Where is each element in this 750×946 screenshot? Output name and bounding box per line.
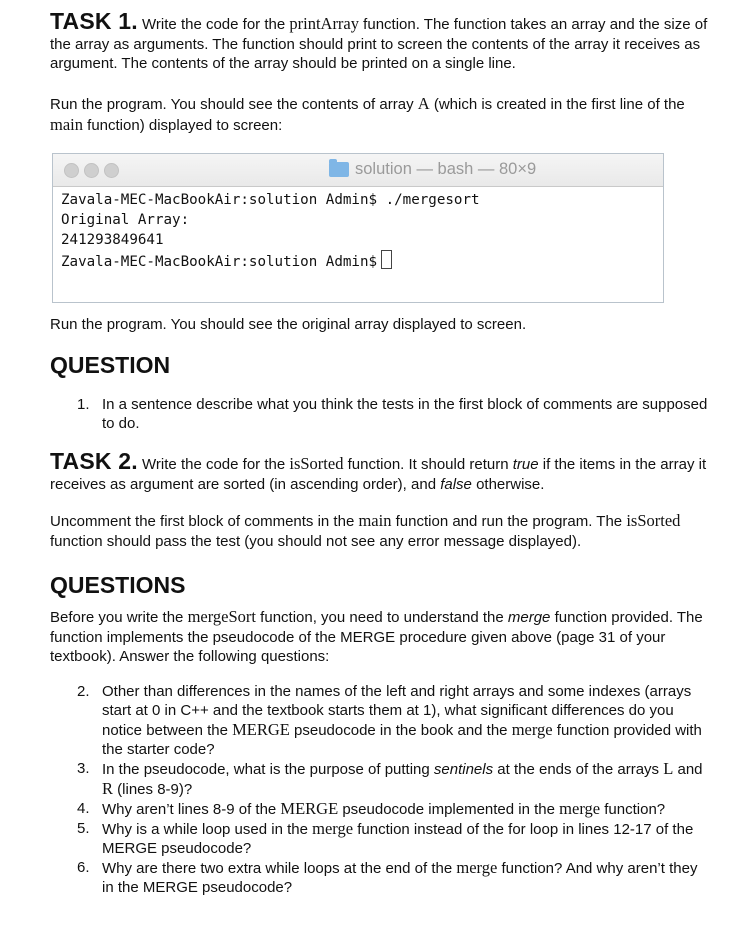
code-R: R [102,779,114,798]
task1-paragraph: TASK 1. Write the code for the printArray function. The function takes an array and the size of the array as arguments. The function should print to screen the contents of the array it receives as argument. The contents of the array should be printed on a single line. [50,8,708,72]
question-list-1 [50,395,710,433]
code-main: main [358,511,392,530]
folder-icon [329,162,349,177]
code-A: A [417,94,430,113]
terminal-line: 241293849641 [61,231,164,248]
code-isSorted: isSorted [626,511,681,530]
question-item-6: 6. Why are there two extra while loops at the end of the merge function? And why aren’t they in the MERGE pseudocode? [77,858,698,896]
terminal-line: Original Array: [61,211,190,228]
em-sentinels: sentinels [433,761,494,778]
question-item-2: 2. Other than differences in the names of the left and right arrays and some indexes (arrays start at 0 in C++ and the textbook starts them at 1), what significant differences do you notice between the MERGE pseudocode in the book and the merge function provided with the starter code? [77,683,702,758]
em-false: false [440,475,472,493]
code-mergeSort: mergeSort [187,607,257,626]
question-item-4: 4. Why aren’t lines 8-9 of the MERGE pseudocode implemented in the merge function? [77,799,666,818]
terminal-title: solution — bash — 80×9 [329,160,536,179]
minimize-window-button[interactable] [84,163,99,178]
code-L: L [663,759,674,778]
em-merge: merge [507,609,551,626]
close-window-button[interactable] [64,163,79,178]
task2-label: TASK 2. [50,448,138,474]
terminal-prompt-line: Zavala-MEC-MacBookAir:solution Admin$ [61,250,663,273]
em-true: true [512,456,539,473]
code-main: main [50,114,83,134]
run1-paragraph: Run the program. You should see the contents of array A (which is created in the first line of the main function) displayed to screen: [50,94,685,134]
terminal-line: Zavala-MEC-MacBookAir:solution Admin$ ./mergesort [61,192,480,208]
task1-label: TASK 1. [50,8,138,34]
zoom-window-button[interactable] [104,163,119,178]
task2-paragraph: TASK 2. Write the code for the isSorted function. It should return true if the items in the array it receives as argument are sorted (in ascending order), and false otherwise. [50,448,707,493]
code-merge: merge [559,799,601,818]
code-MERGE: MERGE [232,720,290,739]
questions-heading: QUESTIONS [50,572,186,598]
code-isSorted: isSorted [289,454,344,473]
uncomment-paragraph: Uncomment the first block of comments in the main function and run the program. The isSorted function should pass the test (you should not see any error message displayed). [50,511,681,550]
code-printArray: printArray [289,14,360,33]
terminal-output[interactable] [53,187,663,273]
before-paragraph: Before you write the mergeSort function, you need to understand the merge function provided. The function implements the pseudocode of the MERGE procedure given above (page 31 of your textbook). Answer the following questions: [50,607,703,665]
run2-paragraph: Run the program. You should see the original array displayed to screen. [50,316,527,333]
question-list-2 [50,682,710,897]
code-merge: merge [511,720,553,739]
code-merge: merge [456,858,498,877]
terminal-window [52,153,664,303]
question-item-3: 3. In the pseudocode, what is the purpose of putting sentinels at the ends of the arrays L and R (lines 8-9)? [77,759,703,798]
question-heading: QUESTION [50,352,171,378]
terminal-cursor [381,250,392,269]
terminal-titlebar [53,154,663,187]
code-MERGE: MERGE [280,799,339,818]
question-item-5: 5. Why is a while loop used in the merge function instead of the for loop in lines 12-17 of the MERGE pseudocode? [77,819,694,857]
question-item-1: 1. In a sentence describe what you think the tests in the first block of comments are supposed to do. [77,396,708,432]
code-merge: merge [312,819,354,838]
